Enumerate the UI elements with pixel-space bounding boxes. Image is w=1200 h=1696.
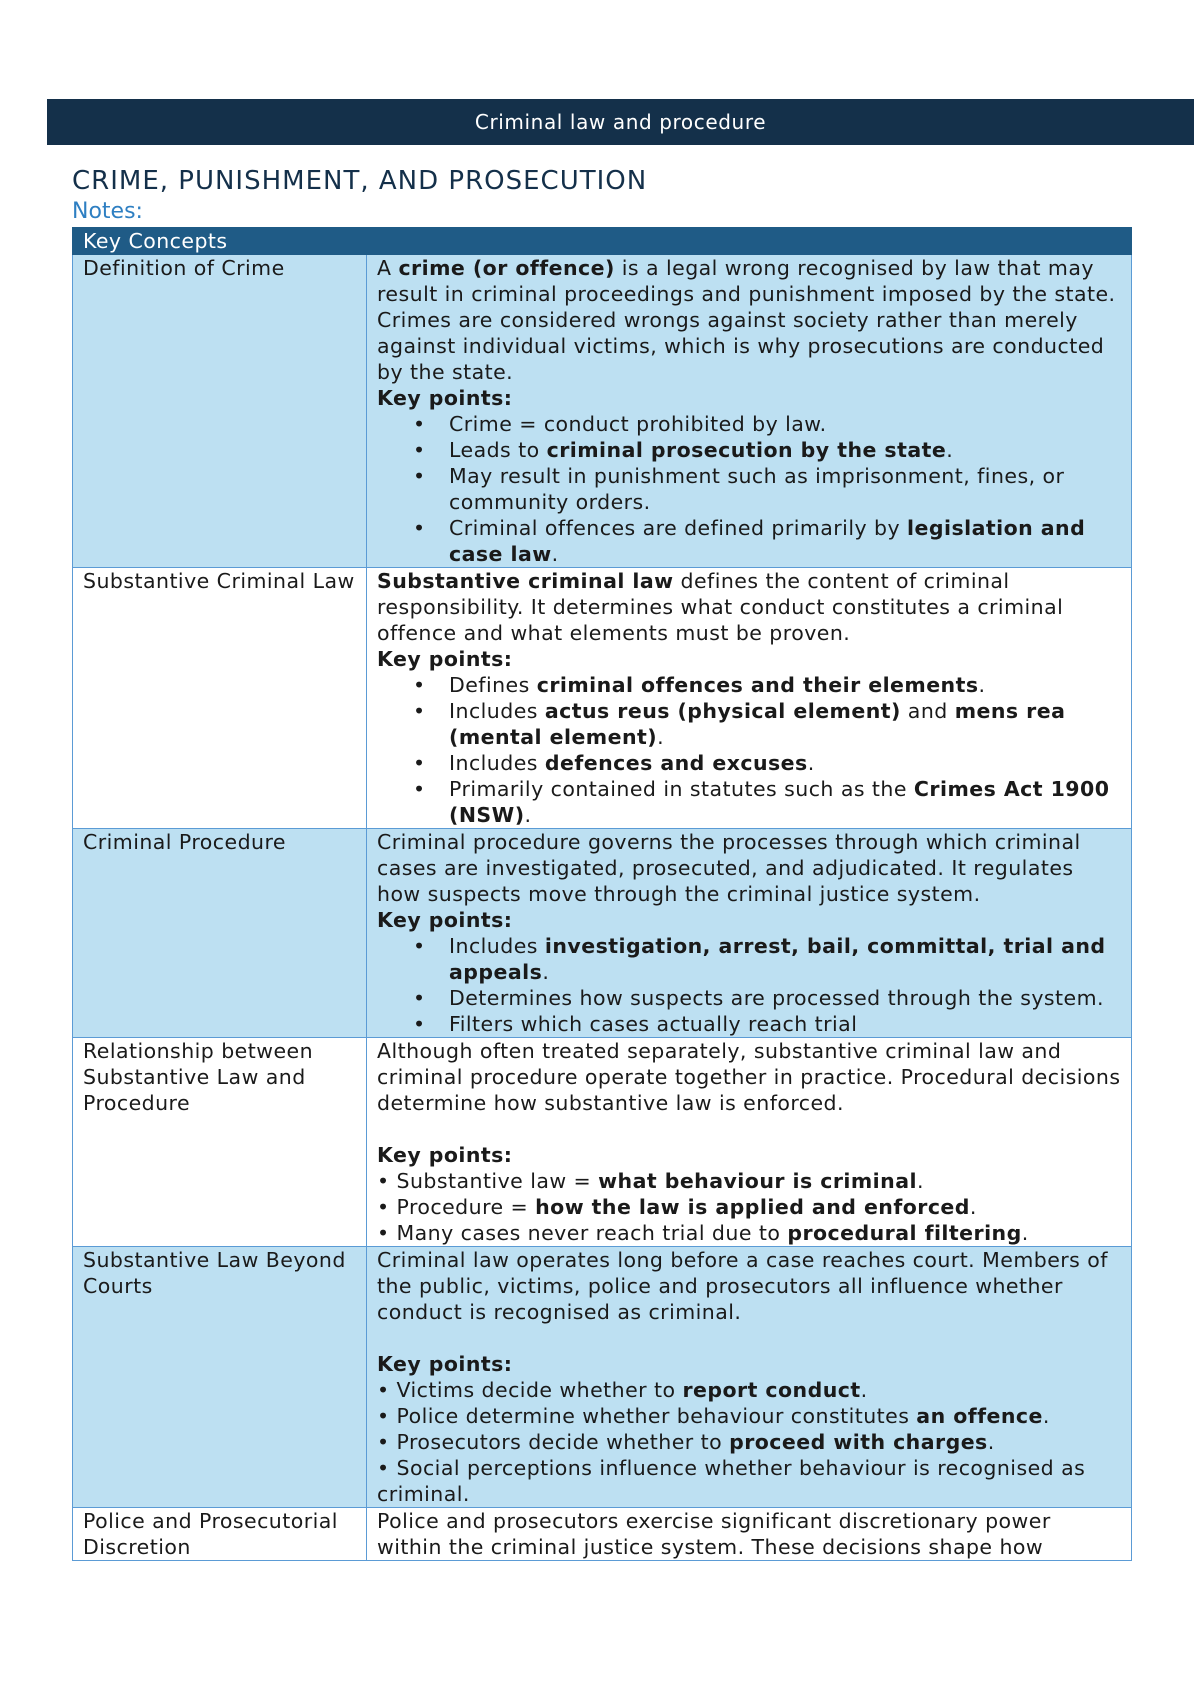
bold-text: criminal offences and their elements	[536, 673, 979, 697]
text-run: Police and prosecutors exercise significant discretionary power within the criminal justice system. These decisions shape how	[377, 1509, 1051, 1559]
description-intro	[377, 829, 1121, 907]
list-item	[449, 515, 1121, 567]
concept-description	[367, 568, 1132, 829]
text-run: Filters which cases actually reach trial	[449, 1012, 858, 1036]
text-run: • Substantive law =	[377, 1169, 599, 1193]
bold-text: an offence	[916, 1404, 1043, 1428]
text-run: Criminal procedure governs the processes through which criminal cases are investigated, prosecuted, and adjudicated. It regulates how suspects move through the criminal justice system.	[377, 830, 1081, 906]
list-item	[377, 1220, 1121, 1246]
table-header-row	[73, 228, 1132, 255]
concept-description	[367, 1038, 1132, 1247]
text-run: A	[377, 256, 399, 280]
key-points-label: Key points:	[377, 386, 513, 410]
description-intro	[377, 255, 1121, 385]
key-points-label: Key points:	[377, 1143, 513, 1167]
text-run: Crime = conduct prohibited by law.	[449, 412, 827, 436]
text-run: Determines how suspects are processed through the system.	[449, 986, 1104, 1010]
concept-term: Definition of Crime	[73, 255, 367, 568]
spacer	[377, 1116, 1121, 1142]
description-intro	[377, 568, 1121, 646]
bold-text: actus reus (physical element)	[544, 699, 901, 723]
text-run: .	[1021, 1221, 1029, 1245]
text-run: Includes	[449, 934, 545, 958]
text-run: .	[657, 725, 665, 749]
text-run: Includes	[449, 699, 545, 723]
text-run: .	[969, 1195, 977, 1219]
bold-text: how the law is applied and enforced	[535, 1195, 970, 1219]
bold-text: crime (or offence)	[398, 256, 615, 280]
list-item	[449, 698, 1121, 750]
bold-text: procedural filtering	[787, 1221, 1022, 1245]
text-run: .	[916, 1169, 924, 1193]
key-points-list	[377, 672, 1121, 828]
list-item	[449, 750, 1121, 776]
list-item	[377, 1377, 1121, 1403]
bold-text: investigation, arrest, bail, committal, trial and appeals	[449, 934, 1106, 984]
bold-text: defences and excuses	[544, 751, 808, 775]
running-header	[47, 99, 1194, 145]
text-run: Criminal offences are defined primarily by	[449, 516, 908, 540]
text-run: • Social perceptions influence whether behaviour is recognised as criminal.	[377, 1456, 1086, 1506]
concept-term: Substantive Criminal Law	[73, 568, 367, 829]
bold-text: criminal prosecution by the state	[546, 438, 947, 462]
list-item	[449, 776, 1121, 828]
list-item	[377, 1429, 1121, 1455]
text-run: Defines	[449, 673, 537, 697]
text-run: .	[551, 542, 559, 566]
text-run: Although often treated separately, substantive criminal law and criminal procedure operate together in practice. Procedural decisions determine how substantive law is enforced.	[377, 1039, 1121, 1115]
list-item	[449, 1011, 1121, 1037]
spacer	[377, 1325, 1121, 1351]
running-header-title: Criminal law and procedure	[474, 110, 767, 134]
bold-text: mens rea (mental element)	[449, 699, 1066, 749]
text-run: May result in punishment such as imprisonment, fines, or community orders.	[449, 464, 1065, 514]
text-run: • Procedure =	[377, 1195, 536, 1219]
text-run: .	[542, 960, 550, 984]
text-run: .	[978, 673, 986, 697]
bold-text: Substantive criminal law	[377, 569, 674, 593]
text-run: .	[987, 1430, 995, 1454]
key-points-list	[377, 933, 1121, 1037]
table-row	[73, 829, 1132, 1038]
text-run: • Many cases never reach trial due to	[377, 1221, 788, 1245]
list-item	[449, 463, 1121, 515]
key-points-label: Key points:	[377, 908, 513, 932]
table-row	[73, 1247, 1132, 1508]
list-item	[377, 1455, 1121, 1507]
text-run: • Victims decide whether to	[377, 1378, 683, 1402]
description-intro	[377, 1247, 1121, 1325]
concept-term: Substantive Law Beyond Courts	[73, 1247, 367, 1508]
list-item	[377, 1168, 1121, 1194]
key-points-list	[377, 411, 1121, 567]
list-item	[449, 985, 1121, 1011]
text-run: Includes	[449, 751, 545, 775]
list-item	[449, 437, 1121, 463]
document-title: CRIME, PUNISHMENT, AND PROSECUTION	[72, 166, 648, 196]
text-run: Primarily contained in statutes such as the	[449, 777, 914, 801]
table-row	[73, 568, 1132, 829]
concept-description	[367, 829, 1132, 1038]
bold-text: what behaviour is criminal	[598, 1169, 917, 1193]
bold-text: report conduct	[682, 1378, 861, 1402]
table-row	[73, 1508, 1132, 1561]
text-run: is a legal wrong recognised by law that may result in criminal proceedings and punishment imposed by the state. Crimes are considered wrongs against society rather than merely against individual victims, which is why prosecutions are conducted by the state.	[377, 256, 1116, 384]
text-run: Leads to	[449, 438, 547, 462]
table-row	[73, 255, 1132, 568]
list-item	[449, 411, 1121, 437]
text-run: .	[946, 438, 954, 462]
description-intro	[377, 1038, 1121, 1116]
text-run: • Police determine whether behaviour constitutes	[377, 1404, 917, 1428]
key-points-label: Key points:	[377, 1352, 513, 1376]
concept-term: Criminal Procedure	[73, 829, 367, 1038]
list-item	[377, 1403, 1121, 1429]
bold-text: Crimes Act 1900 (NSW)	[449, 777, 1110, 827]
document-subtitle: Notes:	[72, 199, 143, 224]
bold-text: proceed with charges	[729, 1430, 988, 1454]
list-item	[449, 672, 1121, 698]
text-run: • Prosecutors decide whether to	[377, 1430, 730, 1454]
text-run: .	[1042, 1404, 1050, 1428]
text-run: defines the content of criminal responsibility. It determines what conduct constitutes a criminal offence and what elements must be proven.	[377, 569, 1064, 645]
text-run: .	[807, 751, 815, 775]
table-row	[73, 1038, 1132, 1247]
description-intro	[377, 1508, 1121, 1560]
concept-description	[367, 1508, 1132, 1561]
concept-description	[367, 255, 1132, 568]
concept-description	[367, 1247, 1132, 1508]
text-run: Criminal law operates long before a case reaches court. Members of the public, victims, police and prosecutors all influence whether conduct is recognised as criminal.	[377, 1248, 1108, 1324]
concept-term: Relationship between Substantive Law and Procedure	[73, 1038, 367, 1247]
bold-text: legislation and case law	[449, 516, 1086, 566]
key-concepts-table	[72, 227, 1132, 1561]
text-run: and	[900, 699, 955, 723]
key-points-label: Key points:	[377, 647, 513, 671]
list-item	[377, 1194, 1121, 1220]
table-heading: Key Concepts	[73, 228, 1132, 255]
list-item	[449, 933, 1121, 985]
concept-term: Police and Prosecutorial Discretion	[73, 1508, 367, 1561]
text-run: .	[860, 1378, 868, 1402]
text-run: .	[524, 803, 532, 827]
